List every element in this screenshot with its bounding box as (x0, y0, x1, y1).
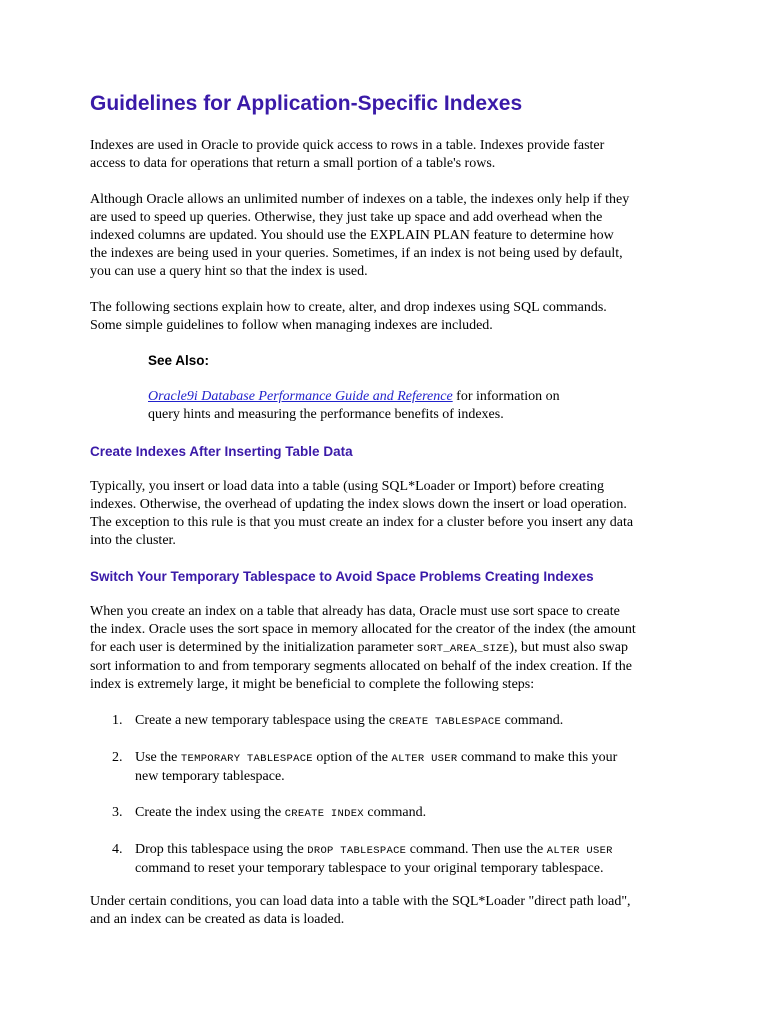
text-segment: command to make this your (457, 750, 618, 765)
text-segment: command. Then use the (406, 842, 547, 857)
page-title: Guidelines for Application-Specific Indexes (90, 92, 523, 115)
text-segment: Drop this tablespace using the (135, 842, 308, 857)
step-item (90, 841, 690, 878)
text-line: command to reset your temporary tablespace to your original temporary tablespace. (135, 861, 604, 876)
text-line: access to data for operations that return a small portion of a table's rows. (90, 156, 496, 171)
text-line: you can use a query hint so that the index is used. (90, 264, 368, 279)
closing-paragraph (90, 893, 690, 929)
text-line: are used to speed up queries. Otherwise, they just take up space and add overhead when the (90, 210, 603, 225)
intro-paragraph-3 (90, 299, 690, 335)
step-item (90, 712, 690, 731)
text-line: the index. Oracle uses the sort space in memory allocated for the creator of the index (the amount (90, 622, 636, 637)
text-line: Typically, you insert or load data into a table (using SQL*Loader or Import) before creating (90, 479, 605, 494)
text-line: and an index can be created as data is loaded. (90, 912, 345, 927)
see-also-text: for information on (452, 389, 560, 404)
code-create-tablespace: CREATE TABLESPACE (388, 716, 502, 728)
code-alter-user: ALTER USER (546, 845, 613, 857)
text-line: Indexes are used in Oracle to provide quick access to rows in a table. Indexes provide faster (90, 138, 605, 153)
steps-list (90, 712, 690, 896)
step-number: 3. (112, 805, 123, 820)
text-line: index is extremely large, it might be beneficial to complete the following steps: (90, 677, 535, 692)
performance-guide-link[interactable]: Oracle9i Database Performance Guide and Reference (148, 389, 453, 404)
text-line: into the cluster. (90, 533, 176, 548)
step-number: 4. (112, 842, 123, 857)
text-line: The exception to this rule is that you must create an index for a cluster before you insert any data (90, 515, 634, 530)
text-line: indexed columns are updated. You should use the EXPLAIN PLAN feature to determine how (90, 228, 614, 243)
text-line: The following sections explain how to create, alter, and drop indexes using SQL commands. (90, 300, 607, 315)
intro-paragraph-2 (90, 191, 690, 281)
intro-paragraph-1 (90, 137, 690, 173)
see-also-heading: See Also: (148, 353, 210, 368)
section-heading-create-indexes: Create Indexes After Inserting Table Data (90, 444, 353, 459)
text-segment: for each user is determined by the initialization parameter (90, 640, 417, 655)
text-line: Under certain conditions, you can load data into a table with the SQL*Loader "direct path load", (90, 894, 631, 909)
code-drop-tablespace: DROP TABLESPACE (307, 845, 407, 857)
text-line: Some simple guidelines to follow when managing indexes are included. (90, 318, 493, 333)
text-segment: Use the (135, 750, 181, 765)
see-also-paragraph (148, 388, 648, 424)
code-create-index: CREATE INDEX (284, 808, 364, 820)
code-alter-user: ALTER USER (391, 753, 458, 765)
code-sort-area-size: SORT_AREA_SIZE (416, 643, 510, 655)
text-line: When you create an index on a table that already has data, Oracle must use sort space to create (90, 604, 620, 619)
step-number: 2. (112, 750, 123, 765)
text-line: Although Oracle allows an unlimited number of indexes on a table, the indexes only help if they (90, 192, 630, 207)
text-line: new temporary tablespace. (135, 769, 285, 784)
text-segment: Create a new temporary tablespace using the (135, 713, 389, 728)
section1-paragraph (90, 478, 690, 550)
step-item (90, 749, 690, 786)
text-segment: option of the (312, 750, 392, 765)
text-segment: Create the index using the (135, 805, 285, 820)
text-line (90, 639, 690, 658)
text-line: indexes. Otherwise, the overhead of updating the index slows down the insert or load operation. (90, 497, 627, 512)
step-item (90, 804, 690, 823)
step-number: 1. (112, 713, 123, 728)
text-segment: command. (363, 805, 427, 820)
see-also-text-line2: query hints and measuring the performance benefits of indexes. (148, 407, 504, 422)
text-segment: ), but must also swap (509, 640, 628, 655)
section2-paragraph (90, 603, 690, 694)
text-line: sort information to and from temporary segments allocated on behalf of the index creation. If the (90, 659, 632, 674)
section-heading-switch-tablespace: Switch Your Temporary Tablespace to Avoid Space Problems Creating Indexes (90, 569, 594, 584)
text-segment: command. (501, 713, 564, 728)
code-temporary-tablespace: TEMPORARY TABLESPACE (180, 753, 313, 765)
text-line: the indexes are being used in your queries. Sometimes, if an index is not being used by default, (90, 246, 623, 261)
